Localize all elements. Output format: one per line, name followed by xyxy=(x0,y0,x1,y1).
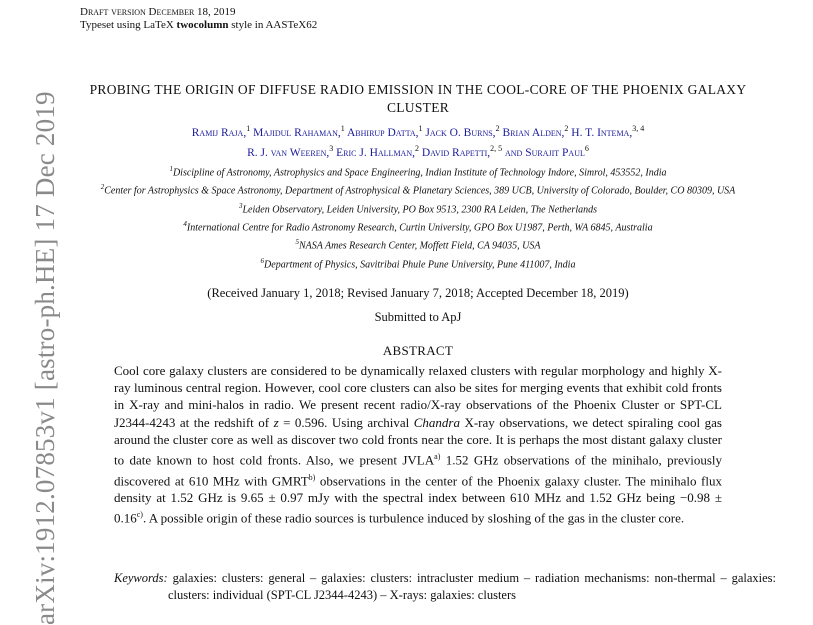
draft-version: Draft version December 18, 2019 xyxy=(80,6,236,18)
typeset-line: Typeset using LaTeX twocolumn style in AASTeX62 xyxy=(80,19,318,31)
typeset-style: twocolumn xyxy=(176,19,229,31)
latex-logo: LaTeX xyxy=(143,19,174,31)
affiliation: $^1$Discipline of Astronomy, Astrophysics and Space Engineering, Indian Institute of Technology Indore, Simrol, 453552, India xyxy=(169,165,667,179)
submitted-to: Submitted to ApJ xyxy=(374,310,462,324)
keywords: Keywords: galaxies: clusters: general – galaxies: clusters: intracluster medium – radiation mechanisms: non-thermal – galaxies: clusters: individual (SPT-CL J2344-4243) – X-rays: galaxies: clusters xyxy=(114,571,776,602)
affiliation: $^5$NASA Ames Research Center, Moffett Field, CA 94035, USA xyxy=(295,238,541,252)
keywords-label: Keywords: xyxy=(114,571,168,585)
author[interactable]: Majidul Rahaman,$^1$ xyxy=(253,124,345,139)
affiliation-list xyxy=(55,162,781,272)
author[interactable]: Eric J. Hallman,$^2$ xyxy=(336,143,419,159)
author[interactable]: H. T. Intema,$^{3, 4}$ xyxy=(571,124,645,139)
affiliation: $^2$Center for Astrophysics & Space Astronomy, Department of Astrophysical & Planetary Sciences, 389 UCB, University of Colorado, Boulder, CO 80309, USA xyxy=(100,183,736,197)
affiliation: $^4$International Centre for Radio Astronomy Research, Curtin University, GPO Box U1987, Perth, WA 6845, Australia xyxy=(183,219,653,234)
footnote-a[interactable]: a) xyxy=(434,452,441,462)
author[interactable]: R. J. van Weeren,$^3$ xyxy=(247,143,334,159)
paper-title: PROBING THE ORIGIN OF DIFFUSE RADIO EMISSION IN THE COOL-CORE OF THE PHOENIX GALAXY CLUSTER xyxy=(89,82,747,115)
author[interactable]: Abhirup Datta,$^1$ xyxy=(346,124,423,139)
author[interactable]: Ramij Raja,$^1$ xyxy=(191,124,251,139)
author[interactable]: and Surajit Paul$^6$ xyxy=(505,143,589,159)
author-list xyxy=(60,121,776,161)
footnote-b[interactable]: b) xyxy=(308,472,316,482)
abstract-body: Cool core galaxy clusters are considered to be dynamically relaxed clusters with regular morphology and highly X-ray luminous central region. However, cool core clusters can also be sites for merging events that exhibit cold fronts in X-ray and mini-halos in radio. We present recent radio/X-ray observations of the Phoenix Cluster or SPT-CL J2344-4243 at the redshift of z = 0.596. Using archival Chandra X-ray observations, we detect spiraling cool gas around the cluster core as well as discover two cold fronts near the core. It is perhaps the most distant galaxy cluster to date known to host cold fronts. Also, we present JVLA$^{a)}$ 1.52 GHz observations of the minihalo, previously discovered at 610 MHz with GMRT$^{b)}$ observations in the center of the Phoenix galaxy cluster. The minihalo flux density at 1.52 GHz is 9.65 ± 0.97 mJy with the spectral index between 610 MHz and 1.52 GHz being $-0.98 \pm 0.16^{c)}$. A possible origin of these radio sources is turbulence induced by sloshing of the gas in the cluster core. xyxy=(114,363,722,526)
abstract-heading: ABSTRACT xyxy=(382,343,454,358)
affiliation: $^3$Leiden Observatory, Leiden University, PO Box 9513, 2300 RA Leiden, The Netherlands xyxy=(239,201,597,215)
author[interactable]: David Rapetti,$^{2, 5}$ xyxy=(421,143,503,159)
footnote-c[interactable]: c) xyxy=(136,510,143,520)
draft-header xyxy=(80,6,317,32)
affiliation: $^6$Department of Physics, Savitribai Phule Pune University, Pune 411007, India xyxy=(260,256,576,270)
author[interactable]: Jack O. Burns,$^2$ xyxy=(425,124,500,139)
arxiv-watermark: arXiv:1912.07853v1 [astro-ph.HE] 17 Dec 2019 xyxy=(30,91,60,625)
received-dates: (Received January 1, 2018; Revised January 7, 2018; Accepted December 18, 2019) xyxy=(207,286,629,300)
author[interactable]: Brian Alden,$^2$ xyxy=(502,124,569,139)
